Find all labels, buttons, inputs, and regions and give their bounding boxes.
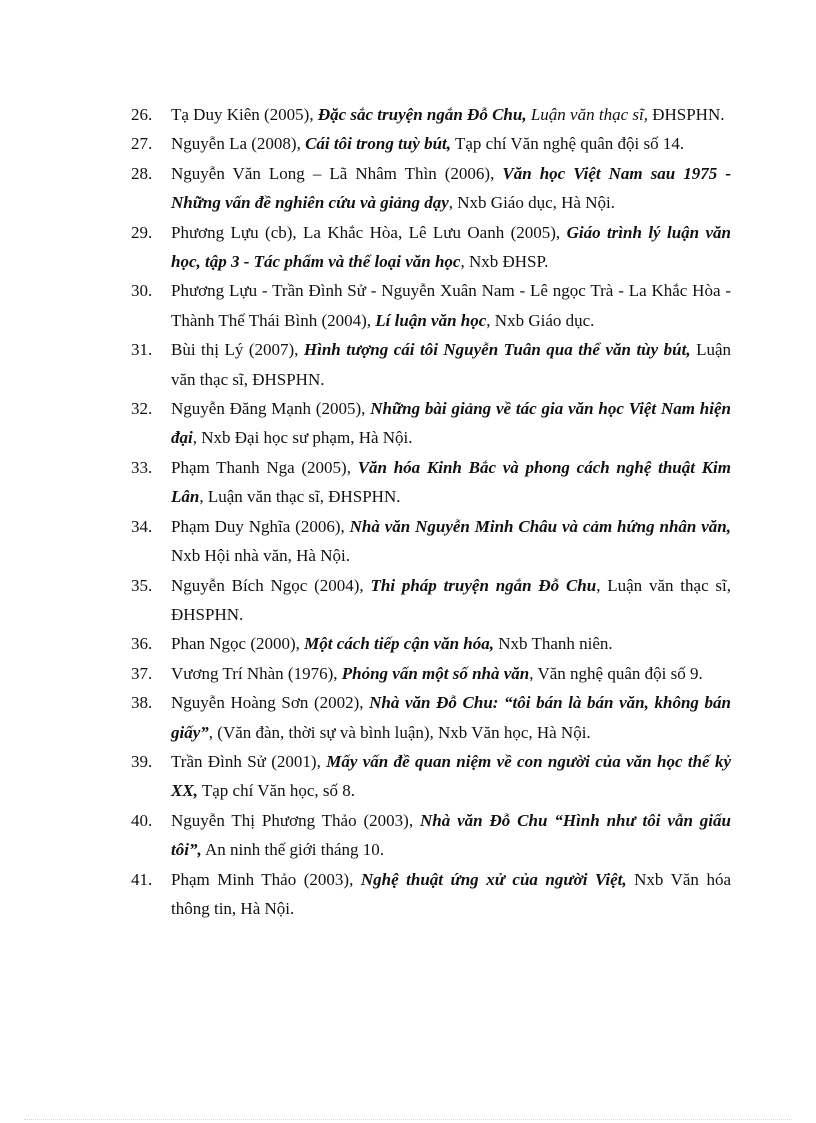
reference-item [131,571,731,630]
reference-text [171,865,731,924]
reference-publisher: ĐHSPHN. [647,105,725,124]
reference-text [171,747,731,806]
reference-text [171,159,731,218]
reference-author-year: Nguyễn Hoàng Sơn (2002), [171,693,370,713]
reference-publisher: , Luận văn thạc sĩ, ĐHSPHN. [171,575,731,624]
reference-number: 35. [131,575,153,595]
reference-text [171,218,731,277]
reference-title: Văn hóa Kinh Bắc và phong cách nghệ thuật Kim Lân [171,457,731,507]
reference-item [131,100,731,129]
reference-number: 30. [131,281,153,301]
reference-text [171,453,731,512]
reference-title: Những bài giảng về tác gia văn học Việt Nam hiện đại [171,399,731,448]
reference-publisher: Tạp chí Văn học, số 8. [197,781,356,801]
reference-number: 31. [131,340,153,360]
reference-item [131,129,731,158]
reference-number: 34. [131,516,153,536]
reference-item [131,629,731,658]
reference-text [171,100,731,129]
reference-item [131,659,731,688]
reference-author-year: Nguyễn Đăng Mạnh (2005), [171,399,371,419]
reference-author-year: Phạm Thanh Nga (2005), [171,457,358,477]
reference-publisher: Nxb Thanh niên. [494,634,613,654]
reference-item [131,806,731,865]
reference-title: Một cách tiếp cận văn hóa, [304,634,494,654]
reference-author-year: Nguyễn Bích Ngọc (2004), [171,575,371,595]
reference-text [171,394,731,453]
reference-text [171,629,731,658]
reference-title: Nhà văn Đỗ Chu “Hình như tôi vẫn giấu tôi”, [171,810,731,860]
reference-number: 40. [131,810,153,830]
reference-number: 26. [131,105,153,124]
reference-author-year: Trần Đình Sử (2001), [171,751,327,771]
reference-publisher: , Luận văn thạc sĩ, ĐHSPHN. [199,487,401,507]
reference-title: Đặc sắc truyện ngắn Đỗ Chu, [317,105,527,124]
reference-text [171,806,731,865]
footer-divider [24,1119,792,1120]
reference-item [131,688,731,747]
reference-author-year: Phan Ngọc (2000), [171,634,305,654]
reference-author-year: Phương Lựu - Trần Đình Sử - Nguyễn Xuân Nam - Lê ngọc Trà - La Khắc Hòa - Thành Thế Thái Bình (2004), [171,281,731,330]
reference-publisher: Luận văn thạc sĩ, ĐHSPHN. [171,340,731,389]
reference-item [131,394,731,453]
reference-author-year: Bùi thị Lý (2007), [171,340,304,360]
reference-item [131,747,731,806]
reference-item [131,159,731,218]
reference-publisher: Nxb Văn hóa thông tin, Hà Nội. [171,869,731,918]
reference-title: Phỏng vấn một số nhà văn [341,663,530,683]
reference-publisher: Tạp chí Văn nghệ quân đội số 14. [451,134,685,154]
reference-item [131,512,731,571]
reference-title: Giáo trình lý luận văn học, tập 3 - Tác phẩm và thể loại văn học [171,222,731,272]
reference-author-year: Tạ Duy Kiên (2005), [171,105,318,124]
reference-author-year: Phạm Minh Thảo (2003), [171,869,361,889]
reference-publisher: , Văn nghệ quân đội số 9. [529,663,703,683]
reference-publisher: , Nxb ĐHSP. [460,252,549,272]
reference-number: 41. [131,869,153,889]
reference-title: Nhà văn Đỗ Chu: “tôi bán là bán văn, không bán giấy” [171,693,731,742]
reference-author-year: Vương Trí Nhàn (1976), [171,663,342,683]
reference-author-year: Phạm Duy Nghĩa (2006), [171,516,350,536]
reference-publisher: , Nxb Giáo dục, Hà Nội. [448,193,615,213]
reference-text [171,335,731,394]
reference-list [131,100,731,923]
reference-item [131,276,731,335]
reference-text [171,688,731,747]
reference-number: 29. [131,222,153,242]
reference-author-year: Phương Lựu (cb), La Khắc Hòa, Lê Lưu Oanh (2005), [171,222,567,242]
reference-number: 36. [131,634,153,654]
reference-number: 38. [131,693,153,713]
reference-title: Văn học Việt Nam sau 1975 - Những vấn đề nghiên cứu và giảng dạy [171,163,731,213]
reference-number: 32. [131,399,153,419]
reference-text [171,659,731,688]
reference-text [171,571,731,630]
reference-title: Hình tượng cái tôi Nguyễn Tuân qua thể văn tùy bút, [303,340,691,360]
reference-author-year: Nguyễn Thị Phương Thảo (2003), [171,810,420,830]
reference-item [131,865,731,924]
reference-title: Lí luận văn học [375,310,487,330]
reference-title: Nghệ thuật ứng xử của người Việt, [360,869,627,889]
reference-item [131,335,731,394]
reference-number: 37. [131,663,153,683]
reference-title: Thi pháp truyện ngắn Đỗ Chu [370,575,597,595]
reference-item [131,218,731,277]
reference-title: Mấy vấn đề quan niệm về con người của văn học thế kỷ XX, [171,751,731,801]
reference-text [171,512,731,571]
reference-publisher: Nxb Hội nhà văn, Hà Nội. [171,546,350,566]
reference-number: 39. [131,751,153,771]
reference-publisher: An ninh thế giới tháng 10. [201,840,384,860]
reference-text [171,276,731,335]
reference-publisher: , Nxb Giáo dục. [486,310,595,330]
reference-publisher: , Nxb Đại học sư phạm, Hà Nội. [192,428,413,448]
reference-item [131,453,731,512]
reference-number: 28. [131,163,153,183]
reference-publisher: , (Văn đàn, thời sự và bình luận), Nxb Văn học, Hà Nội. [208,722,591,742]
reference-author-year: Nguyễn La (2008), [171,134,306,154]
reference-number: 33. [131,457,153,477]
reference-author-year: Nguyễn Văn Long – Lã Nhâm Thìn (2006), [171,163,503,183]
reference-title: Nhà văn Nguyễn Minh Châu và cảm hứng nhân văn, [349,516,731,536]
reference-title: Cái tôi trong tuỳ bút, [305,134,452,154]
reference-number: 27. [131,134,153,154]
reference-text [171,129,731,158]
reference-type: Luận văn thạc sĩ, [526,105,648,124]
